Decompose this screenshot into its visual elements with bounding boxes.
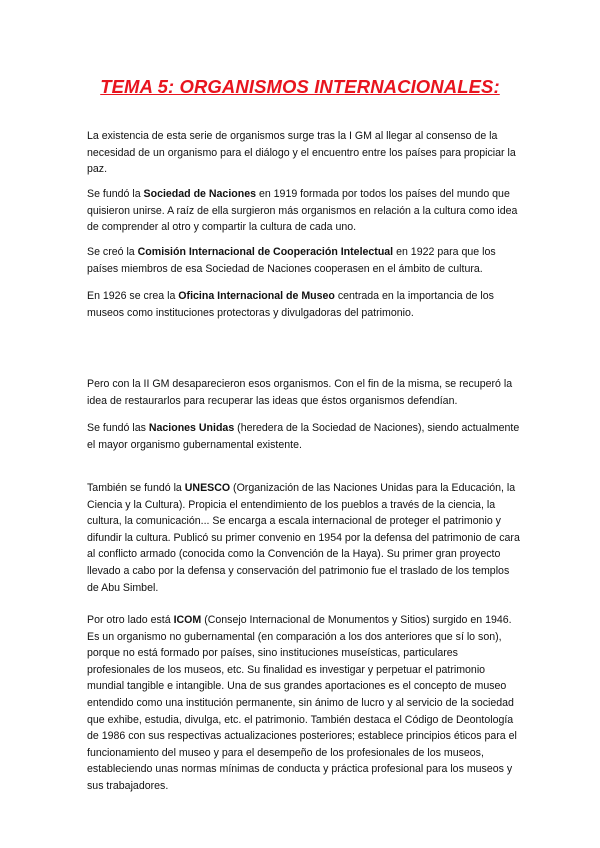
highlight-term: Naciones Unidas: [148, 422, 235, 434]
paragraph-text: centrada en la importancia de los museos como instituciones protectoras y divulgadoras del patrimonio.: [87, 290, 494, 319]
paragraph-text: También se fundó la: [87, 482, 185, 494]
paragraph-text: Por otro lado está: [87, 614, 174, 626]
paragraph-intro: La existencia de esta serie de organismos surge tras la I GM al llegar al consenso de la necesidad de un organismo para el diálogo y el encuentro entre los países para propiciar la paz.: [87, 130, 516, 176]
paragraph-text: (Consejo Internacional de Monumentos y Sitios) surgido en 1946. Es un organismo no gubernamental (en comparación a los dos anteriores que sí lo son), porque no está formado por países, sino instituciones museísticas, particulares profesionales de los museos, etc. Su finalidad es investigar y perpetuar el patrimonio mundial tangible e intangible. Una de sus grandes aportaciones es el concepto de museo entendido como una institución permanente, sin ánimo de lucro y al servicio de la sociedad que exhibe, estudia, divulga, etc. el patrimonio. También destaca el Código de Deontología de 1986 con sus respectivas actualizaciones posteriores; establece principios éticos para el funcionamiento del museo y para el desempeño de los profesionales de los museos, estableciendo unas normas mínimas de conducta y práctica profesional para los museos y sus trabajadores.: [87, 614, 517, 792]
paragraph-text: en 1919 formada por todos los países del mundo que quisieron unirse. A raíz de ella surgieron más organismos en relación a la cultura como idea de comprender al otro y compartir la cultura de cada uno.: [87, 188, 518, 234]
highlight-term: Sociedad de Naciones: [143, 188, 256, 200]
paragraph-text: (heredera de la Sociedad de Naciones), siendo actualmente el mayor organismo gubernamental existente.: [87, 422, 520, 451]
page-title: TEMA 5: ORGANISMOS INTERNACIONALES:: [100, 76, 500, 97]
paragraph-text: Se creó la: [87, 246, 138, 258]
paragraph-text: (Organización de las Naciones Unidas para la Educación, la Ciencia y la Cultura). Propicia el entendimiento de los pueblos a través de la ciencia, la cultura, la comunicación... Se encarga a escala internacional de proteger el patrimonio y difundir la cultura. Publicó su primer convenio en 1954 por la defensa del patrimonio de cara al conflicto armado (conocida como la Convención de la Haya). Su primer gran proyecto llevado a cabo por la defensa y conservación del patrimonio fue el traslado de los templos de Abu Simbel.: [87, 482, 520, 594]
highlight-term: Comisión Internacional de Cooperación Intelectual: [137, 246, 394, 258]
paragraph-icom: [87, 612, 523, 795]
paragraph-oficina: [87, 288, 523, 321]
paragraph-text: Se fundó las: [87, 422, 149, 434]
paragraph-comision: [87, 244, 523, 277]
paragraph-unesco: [87, 480, 523, 596]
paragraph-ii-gm: Pero con la II GM desaparecieron esos organismos. Con el fin de la misma, se recuperó la idea de restaurarlos para recuperar las ideas que éstos organismos defendían.: [87, 378, 513, 407]
highlight-term: Oficina Internacional de Museo: [178, 290, 335, 302]
paragraph-text: Se fundó la: [87, 188, 144, 200]
paragraph-text: En 1926 se crea la: [87, 290, 179, 302]
paragraph-naciones-unidas: [87, 420, 523, 453]
highlight-term: ICOM: [173, 614, 202, 626]
highlight-term: UNESCO: [184, 482, 231, 494]
paragraph-text: en 1922 para que los países miembros de esa Sociedad de Naciones cooperasen en el ámbito de cultura.: [87, 246, 496, 275]
paragraph-sociedad-naciones: [87, 186, 523, 236]
